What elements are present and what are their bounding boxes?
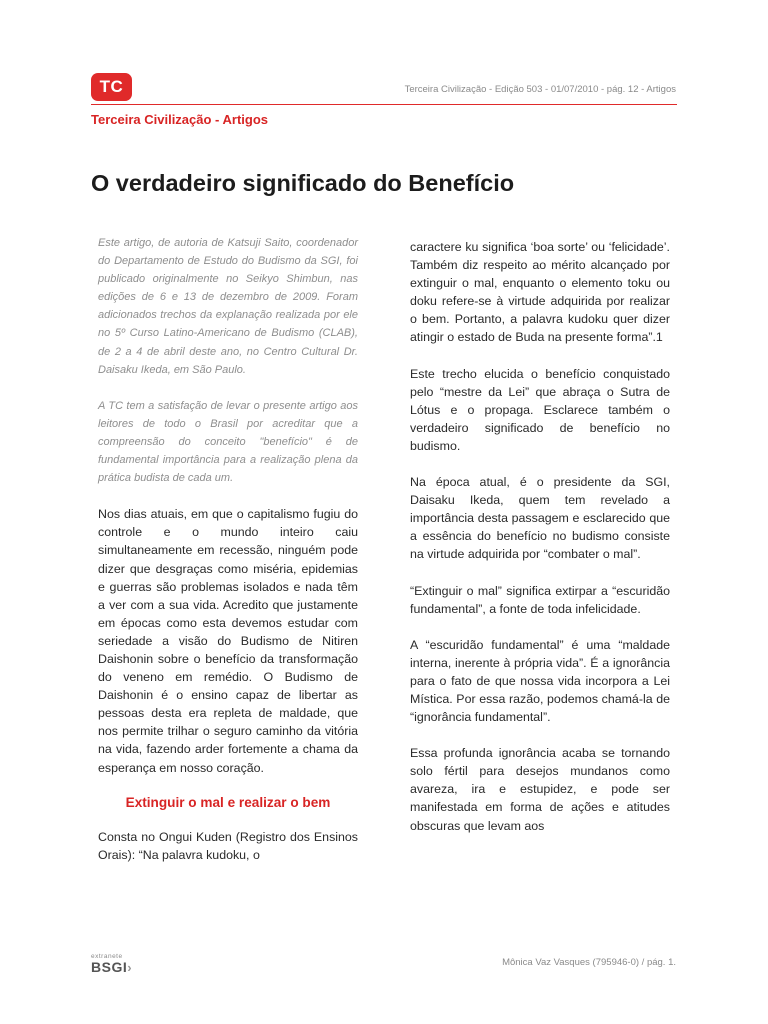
tc-logo: TC: [91, 73, 132, 101]
body-paragraph: Na época atual, é o presidente da SGI, Daisaku Ikeda, quem tem revelado a importância desta passagem e esclarecido que a essência do benefício no budismo consiste na virtude adquirida por “combater o mal”.: [410, 475, 670, 562]
bsgi-logo: [91, 953, 132, 975]
page-footer: Mônica Vaz Vasques (795946-0) / pág. 1.: [502, 957, 676, 968]
edition-meta: Terceira Civilização - Edição 503 - 01/07/2010 - pág. 12 - Artigos: [404, 84, 676, 95]
right-column: [410, 234, 670, 853]
section-label: Terceira Civilização - Artigos: [91, 112, 269, 127]
header-divider: [91, 104, 677, 105]
body-paragraph: Nos dias atuais, em que o capitalismo fugiu do controle e o mundo inteiro caiu simultaneamente em recessão, ninguém pode dizer que desgraças como miséria, epidemias e guerras são problemas isolados e nada têm a ver com a sua vida. Acredito que justamente em épocas como esta devemos estudar com seriedade a visão do Budismo de Nitiren Daishonin sobre o benefício da transformação do veneno em remédio. O Budismo de Daishonin é o ensino capaz de libertar as pessoas desta era repleta de maldade, que nos permite trilhar o seguro caminho da vitória na vida, fazendo arder fortemente a chama da esperança em nosso coração.: [98, 507, 358, 775]
article-title: O verdadeiro significado do Benefício: [91, 170, 515, 196]
body-paragraph: Consta no Ongui Kuden (Registro dos Ensinos Orais): “Na palavra kudoku, o: [98, 829, 358, 862]
brand-text: [91, 960, 132, 975]
chevron-right-icon: ›: [127, 960, 133, 975]
intro-paragraph: Este artigo, de autoria de Katsuji Saito, coordenador do Departamento de Estudo do Budismo da SGI, foi publicado originalmente no Seikyo Shimbun, nas edições de 6 e 13 de dezembro de 2009. Foram adicionados trechos da explanação realizada por ele no 5º Curso Latino-Americano de Budismo (CLAB), de 2 a 4 de abril deste ano, no Centro Cultural Dr. Daisaku Ikeda, em São Paulo.: [98, 237, 358, 376]
body-paragraph: Essa profunda ignorância acaba se tornando solo fértil para desejos mundanos como avareza, ira e estupidez, e pode ser manifestada em forma de ações e atitudes obscuras que levam aos: [410, 746, 670, 833]
brand-small-text: extranete: [91, 953, 123, 960]
brand-name: BSGI: [91, 959, 128, 975]
intro-paragraph: A TC tem a satisfação de levar o presente artigo aos leitores de todo o Brasil por acreditar que a compreensão do conceito "benefício" é de fundamental importância para a realização plena da prática budista de cada um.: [98, 399, 358, 485]
body-paragraph: A “escuridão fundamental” é uma “maldade interna, inerente à própria vida”. É a ignorância para o fato de que nossa vida incorpora a Lei Mística. Por essa razão, podemos chamá-la de “ignorância fundamental”.: [410, 637, 670, 725]
body-paragraph: caractere ku significa ‘boa sorte’ ou ‘felicidade’. Também diz respeito ao mérito alcançado por extinguir o mal, enquanto o elemento toku ou doku refere-se à virtude adquirida por realizar o bem. Portanto, a palavra kudoku quer dizer atingir o estado de Buda na presente forma”.1: [410, 240, 670, 345]
body-paragraph: Este trecho elucida o benefício conquistado pelo “mestre da Lei” que abraça o Sutra de Lótus e o propaga. Esclarece também o verdadeiro significado de benefício no budismo.: [410, 366, 670, 453]
body-paragraph: “Extinguir o mal” significa extirpar a “escuridão fundamental”, a fonte de toda infelicidade.: [410, 583, 670, 616]
left-column: [98, 234, 358, 882]
subheading: Extinguir o mal e realizar o bem: [125, 794, 331, 810]
